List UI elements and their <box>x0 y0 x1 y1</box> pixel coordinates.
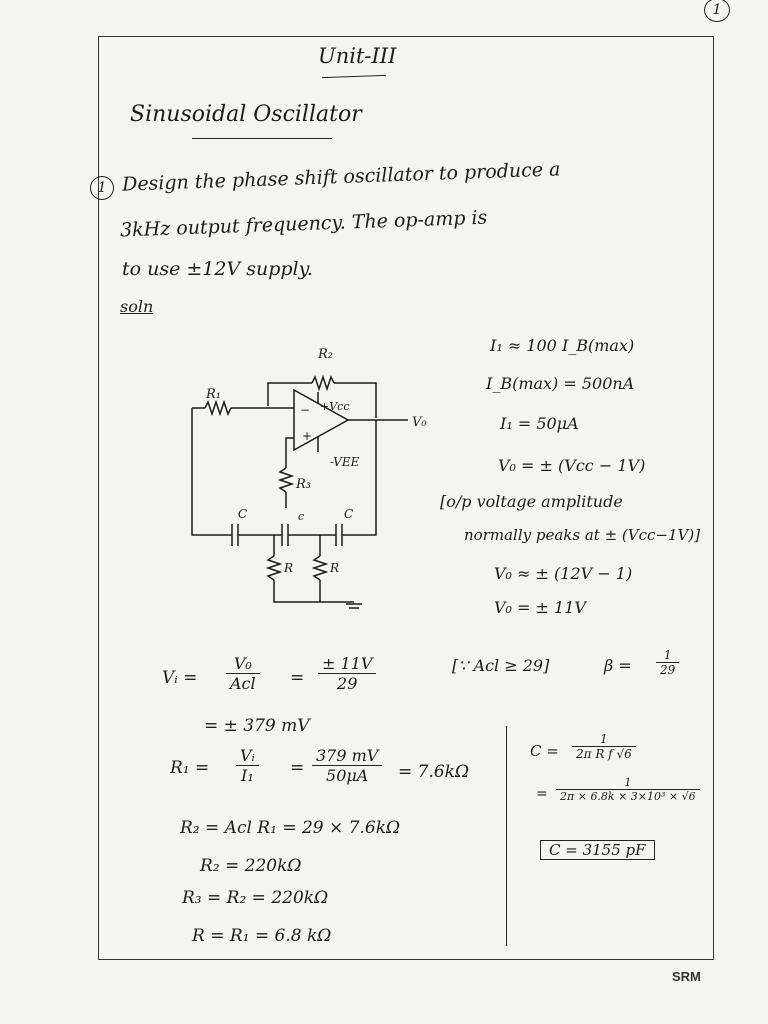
question-number: 1 <box>90 176 114 200</box>
cap-result-box: C = 3155 pF <box>540 840 655 860</box>
r1-value-num: 379 mV <box>316 746 379 765</box>
r-line: R = R₁ = 6.8 kΩ <box>192 926 332 946</box>
r3-line: R₃ = R₂ = 220kΩ <box>182 888 329 908</box>
noninv-wire <box>286 438 294 468</box>
cap-label: C = <box>530 742 559 760</box>
r1-value-fraction <box>312 746 382 785</box>
page-number-badge: 1 <box>704 0 730 22</box>
cap-sub-equals: = <box>536 786 548 802</box>
cap-sub-fraction <box>556 776 700 803</box>
right-note-2: I_B(max) = 500nA <box>486 374 635 393</box>
question-line-2: 3kHz output frequency. The op-amp is <box>119 206 488 242</box>
r2-resistor <box>312 377 334 389</box>
vi-value-den: 29 <box>318 673 376 693</box>
label-plus: + <box>302 429 313 443</box>
r1-result: = 7.6kΩ <box>398 762 470 782</box>
beta-den: 29 <box>656 662 679 677</box>
r1-fraction <box>236 746 259 785</box>
label-r1: R₁ <box>206 387 221 402</box>
right-note-1: I₁ ≈ 100 I_B(max) <box>490 336 635 355</box>
r1-fraction-num: Vᵢ <box>240 746 255 765</box>
topic-heading: Sinusoidal Oscillator <box>130 102 362 127</box>
vi-fraction-num: V₀ <box>233 654 252 673</box>
label-r3: R₃ <box>296 477 311 492</box>
r1-value-den: 50μA <box>312 765 382 785</box>
r2-calc-line: R₂ = Acl R₁ = 29 × 7.6kΩ <box>180 818 401 838</box>
right-note-5: [o/p voltage amplitude <box>440 492 623 511</box>
right-note-8: V₀ = ± 11V <box>494 598 586 617</box>
label-c3: C <box>344 507 354 521</box>
beta-fraction <box>656 648 679 677</box>
cap-formula-den: 2π R f √6 <box>572 746 636 761</box>
cap-sub-den: 2π × 6.8k × 3×10³ × √6 <box>556 789 700 803</box>
cap-sub-num: 1 <box>624 776 632 789</box>
right-note-4: V₀ = ± (Vcc − 1V) <box>498 456 646 475</box>
label-c2: c <box>298 510 305 523</box>
vi-value-fraction <box>318 654 376 693</box>
r1-resistor <box>205 402 231 414</box>
question-line-1: Design the phase shift oscillator to produce a <box>121 158 561 196</box>
label-c1: C <box>238 507 248 521</box>
r-left-resistor <box>268 556 280 580</box>
label-vo: V₀ <box>412 415 427 430</box>
acl-bracket-note: [∵ Acl ≥ 29] <box>452 656 550 675</box>
r1-equals: = <box>290 758 305 778</box>
label-minus: − <box>300 403 311 417</box>
vi-value-num: ± 11V <box>322 654 373 673</box>
r1-label: R₁ = <box>170 758 210 778</box>
cap-formula-num: 1 <box>600 732 608 746</box>
left-loop-wire <box>192 408 232 535</box>
r1-fraction-den: I₁ <box>236 765 259 785</box>
label-r2: R₂ <box>318 347 333 362</box>
vi-equals: = <box>290 668 305 688</box>
label-r-left: R <box>284 561 294 575</box>
unit-title: Unit-III <box>318 44 397 68</box>
r2-result-line: R₂ = 220kΩ <box>200 856 302 876</box>
r-right-resistor <box>314 556 326 580</box>
vi-result: = ± 379 mV <box>204 716 310 736</box>
vi-fraction <box>226 654 260 693</box>
shunt-bottom-wire <box>274 580 354 602</box>
footer-srm: SRM <box>672 969 701 984</box>
label-vcc: +Vcc <box>320 400 350 413</box>
beta-num: 1 <box>663 648 672 662</box>
cap-formula-fraction <box>572 732 636 761</box>
cap-divider-line <box>506 726 507 946</box>
beta-label: β = <box>604 656 632 675</box>
solution-label: soln <box>120 297 154 316</box>
vi-label: Vᵢ = <box>162 668 198 688</box>
label-vee: -VEE <box>330 455 360 469</box>
right-note-6: normally peaks at ± (Vcc−1V)] <box>464 526 701 544</box>
right-note-3: I₁ = 50μA <box>500 414 579 433</box>
label-r-right: R <box>330 561 340 575</box>
vi-fraction-den: Acl <box>226 673 260 693</box>
r3-resistor <box>280 468 292 492</box>
right-note-7: V₀ ≈ ± (12V − 1) <box>494 564 633 583</box>
question-line-3: to use ±12V supply. <box>122 258 313 280</box>
